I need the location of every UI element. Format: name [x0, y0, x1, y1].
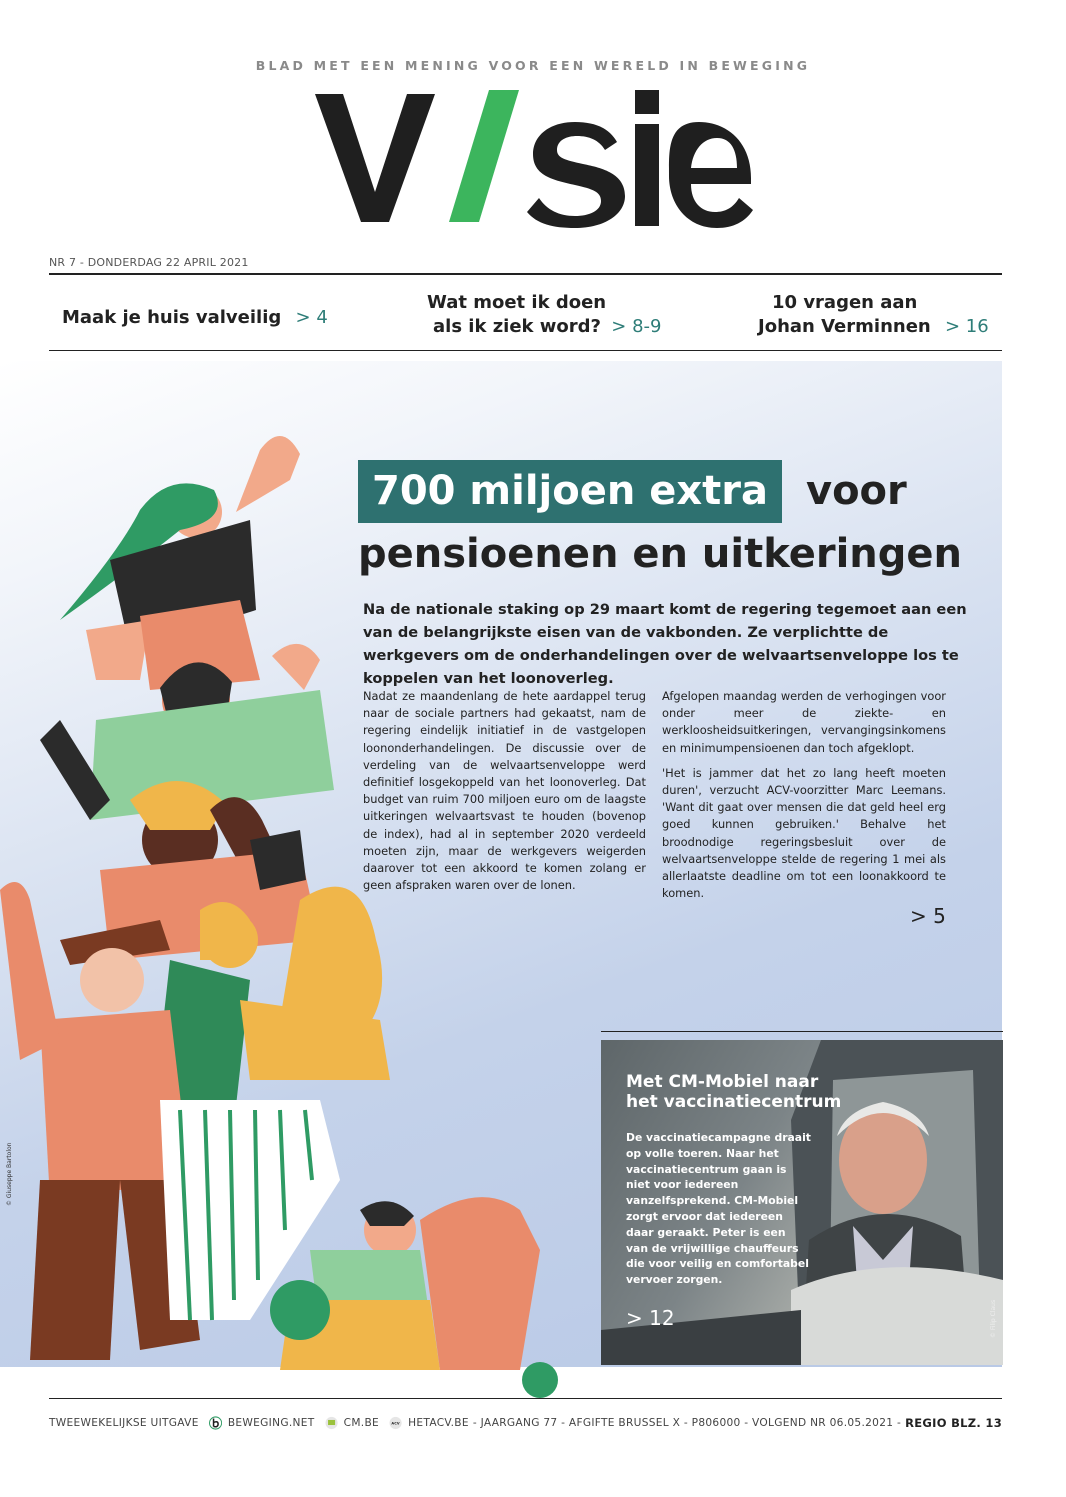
teaser-rule	[49, 350, 1002, 351]
teaser-title: Maak je huis valveilig	[62, 307, 282, 328]
teaser-page-ref: > 8-9	[611, 316, 662, 337]
footer-region: REGIO BLZ. 13	[905, 1416, 1002, 1430]
teaser-ziek[interactable]	[427, 291, 661, 339]
vaccination-body: De vaccinatiecampagne draait op volle toeren. Naar het vaccinatiecentrum gaan is niet voor iedereen vanzelfsprekend. CM-Mobiel zorgt ervoor dat iedereen daar geraakt. Peter is een van de vrijwillige chauffeurs die voor veilig en comfortabel vervoer zorgen.	[626, 1131, 811, 1287]
teaser-page-ref: > 16	[945, 316, 989, 337]
vaccination-rule	[601, 1031, 1003, 1032]
illustration-credit: © Giuseppe Bartolon	[6, 1142, 13, 1206]
teaser-title-line2: Johan Verminnen	[758, 316, 931, 337]
teaser-verminnen[interactable]	[758, 291, 989, 339]
article-column-1	[363, 688, 646, 902]
footer-site-beweging[interactable]: BEWEGING.NET	[227, 1417, 315, 1429]
footer	[49, 1410, 1002, 1436]
acv-logo-icon	[389, 1410, 402, 1436]
headline-highlight-text: 700 miljoen extra	[372, 468, 769, 514]
footer-site-acv[interactable]: HETACV.BE	[408, 1417, 469, 1429]
masthead-tagline: BLAD MET EEN MENING VOOR EEN WERELD IN BEWEGING	[255, 58, 811, 73]
article-intro: Na de nationale staking op 29 maart komt de regering tegemoet aan een van de belangrijkste eisen van de vakbonden. Ze verplichtte de werkgevers om de onderhandelingen over de welvaartsenveloppe los te koppelen van het loonoverleg.	[363, 601, 967, 687]
headline-highlight	[358, 460, 782, 523]
teaser-title: Wat moet ik doen	[427, 292, 607, 313]
acv-badge-text: ACV	[391, 1421, 400, 1426]
cm-logo-icon	[325, 1410, 338, 1436]
vaccination-continue-link[interactable]: > 12	[626, 1306, 675, 1330]
paragraph: Afgelopen maandag werden de verhogingen voor onder meer de ziekte- en werkloosheidsuitkeringen, vervangingsinkomens en minimumpensioenen dan toch afgeklopt.	[662, 689, 946, 755]
visie-logo	[313, 80, 753, 230]
headline-rest: voor	[806, 468, 907, 514]
paragraph: 'Het is jammer dat het zo lang heeft moeten duren', verzucht ACV-voorzitter Marc Leemans. 'Want dit gaat over mensen die dat geld heel erg goed kunnen gebruiken.' Behalve het broodnodige regeringsbesluit over de welvaartsenveloppe stelde de regering 1 mei als allerlaatste deadline om tot een loonakkoord te komen.	[662, 765, 946, 901]
teaser-title: 10 vragen aan	[772, 292, 918, 313]
footer-publication: TWEEWEKELIJKSE UITGAVE	[49, 1417, 199, 1429]
footer-rule	[49, 1398, 1002, 1399]
teaser-valveilig[interactable]	[62, 306, 328, 330]
headline-line2: pensioenen en uitkeringen	[358, 531, 963, 577]
article-continue-link[interactable]: > 5	[910, 904, 946, 928]
footer-details: - JAARGANG 77 - AFGIFTE BRUSSEL X - P806000 - VOLGEND NR 06.05.2021 -	[472, 1417, 902, 1429]
paragraph: Nadat ze maandenlang de hete aardappel terug naar de sociale partners had gekaatst, nam de regering eindelijk initiatief in de vastgelopen loononderhandelingen. De discussie over de verdeling van de welvaartsenveloppe werd definitief losgekoppeld van het loonoverleg. Dat budget van ruim 700 miljoen euro om de laagste uitkeringen welvaartsvast te houden (bovenop de index), had al in september 2020 verdeeld moeten zijn, maar de werkgevers weigerden daarover tot een akkoord te komen zolang er geen afspraken waren over de lonen.	[363, 689, 646, 893]
vaccination-title-line2: het vaccinatiecentrum	[626, 1092, 842, 1112]
vaccination-title-line1: Met CM-Mobiel naar	[626, 1072, 819, 1092]
beweging-logo-icon	[209, 1410, 222, 1436]
top-rule	[49, 273, 1002, 275]
teaser-title-line2: als ik ziek word?	[433, 316, 601, 337]
footer-site-cm[interactable]: CM.BE	[343, 1417, 380, 1429]
issue-line: NR 7 - DONDERDAG 22 APRIL 2021	[49, 256, 249, 269]
vaccination-title	[626, 1072, 841, 1112]
photo-credit: © Filip Claus	[990, 1299, 997, 1338]
article-column-2	[662, 688, 946, 910]
teaser-page-ref: > 4	[295, 307, 328, 328]
